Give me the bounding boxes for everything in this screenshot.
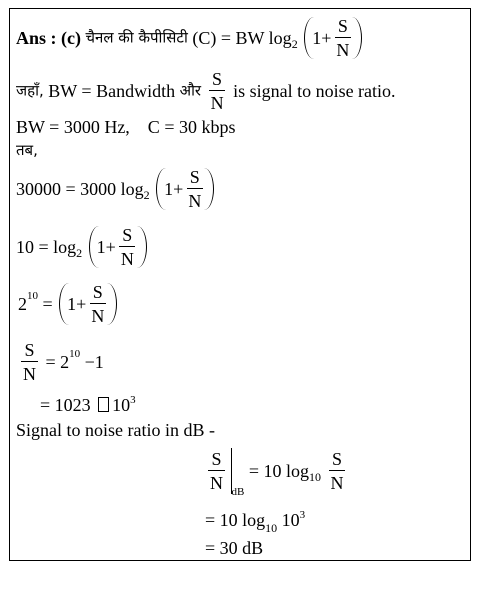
fraction-denominator: N [210,473,223,493]
snr-fraction [208,70,227,112]
step-5-value: = 1023 [40,395,91,415]
hindi-and: और [179,81,202,100]
step-3 [18,283,119,325]
fraction-numerator: S [21,341,37,362]
snr-fraction [20,341,39,383]
bw-definition: BW = Bandwidth [48,81,176,101]
step-2-lhs: 10 = log [16,237,77,257]
fraction-numerator: S [90,283,106,304]
formula-parenthesis [304,17,362,59]
step-1 [16,168,216,210]
step-2-log-base: 2 [76,246,83,260]
capacity-formula-lhs: (C) = BW log [192,28,292,48]
fraction-numerator: S [187,168,203,189]
db-equation-1 [205,448,349,499]
step-2 [16,226,149,268]
fraction-denominator: N [336,40,350,60]
snr-fraction [207,450,226,492]
db-heading: Signal to noise ratio in dB - [16,420,215,440]
hindi-where: जहाँ, [16,81,44,100]
step-3-exponent: 10 [27,289,38,302]
fraction-numerator: S [119,226,135,247]
step-1-parenthesis [156,168,214,210]
fraction-denominator: N [23,364,36,384]
where-line [16,70,396,112]
db-eq-2-log-base: 10 [265,521,278,535]
snr-fraction [333,17,352,59]
step-3-equals: = [42,294,53,314]
one-plus: 1+ [96,237,116,257]
step-3-base: 2 [18,294,27,314]
step-4-tail: −1 [80,352,104,372]
snr-fraction [328,450,347,492]
step-3-parenthesis [59,283,117,325]
snr-definition-text: is signal to noise ratio. [233,81,396,101]
approx-symbol-box [98,397,109,412]
fraction-numerator: S [335,17,351,38]
fraction-denominator: N [210,93,224,113]
db-equation-2 [205,509,306,535]
fraction-denominator: N [188,191,202,211]
step-4 [18,341,104,383]
hindi-channel-capacity: चैनल की कैपीसिटी [85,28,188,47]
fraction-numerator: S [329,450,345,471]
fraction-denominator: N [120,249,134,269]
log-base: 2 [291,37,298,51]
step-5-base: 10 [112,395,131,415]
answer-prefix: Ans : (c) [16,28,81,48]
fraction-denominator: N [330,473,344,493]
hindi-then: तब, [16,141,38,159]
db-eq-2-rhs: = 10 log [205,510,266,530]
one-plus: 1+ [312,28,332,48]
snr-fraction [185,168,204,210]
db-eq-2-value: 10 [281,510,300,530]
step-4-rhs: = 2 [45,352,70,372]
snr-fraction [88,283,107,325]
step-5-exponent: 3 [130,394,136,406]
db-subscript: dB [231,486,245,499]
fraction-denominator: N [91,306,105,326]
given-values: BW = 3000 Hz, C = 30 kbps [16,117,236,137]
fraction-numerator: S [209,70,225,91]
step-1-lhs: 30000 = 3000 log [16,179,144,199]
fraction-numerator: S [208,450,224,471]
step-2-parenthesis [89,226,147,268]
step-4-exponent: 10 [69,347,81,360]
one-plus: 1+ [67,294,87,314]
step-5 [40,396,136,414]
one-plus: 1+ [164,179,184,199]
db-eq-1-log-base: 10 [309,470,321,484]
db-eq-2-exponent: 3 [299,509,306,521]
snr-fraction [118,226,137,268]
db-result: = 30 dB [205,538,264,558]
db-eq-1-rhs: = 10 log [248,461,309,481]
answer-formula-line [16,17,364,59]
step-1-log-base: 2 [143,188,150,202]
